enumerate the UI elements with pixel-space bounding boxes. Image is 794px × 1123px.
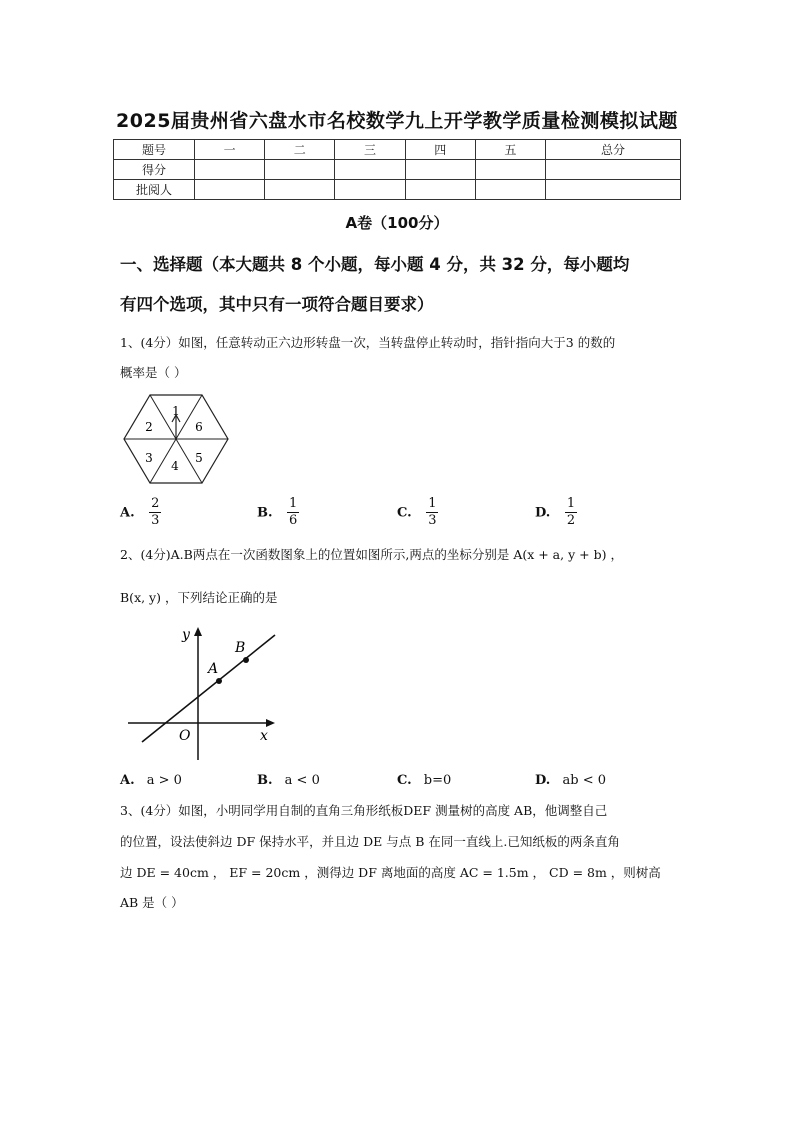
- option-letter: A.: [120, 773, 135, 788]
- sector-number: 5: [195, 451, 203, 465]
- point-a-label: A: [208, 661, 219, 677]
- y-axis-label: y: [182, 627, 190, 643]
- score-table-row: [114, 180, 681, 200]
- fraction-numerator: 1: [287, 496, 299, 513]
- q1-text-line1: 1、(4分）如图，任意转动正六边形转盘一次，当转盘停止转动时，指针指向大于3 的数的: [120, 335, 616, 350]
- volume-heading: A卷（100分）: [345, 214, 449, 232]
- q2-coord-b: B(x, y): [120, 590, 161, 605]
- score-table-empty-cell: [265, 160, 335, 180]
- option-letter: A.: [120, 505, 135, 521]
- section-heading-line2: 有四个选项，其中只有一项符合题目要求）: [120, 295, 434, 314]
- score-table-empty-cell: [475, 180, 545, 200]
- q2-option-d[interactable]: [535, 773, 606, 788]
- fraction-denominator: 6: [289, 513, 298, 529]
- sector-number: 1: [172, 404, 180, 418]
- option-text: ab < 0: [562, 773, 606, 788]
- function-line: [142, 635, 275, 742]
- point-a: [216, 678, 222, 684]
- score-table-row-label: 得分: [114, 160, 195, 180]
- q2-option-a[interactable]: [120, 773, 182, 788]
- score-table-cell: 三: [335, 140, 405, 160]
- fraction-denominator: 3: [151, 513, 160, 529]
- origin-label: O: [179, 728, 191, 744]
- score-table-cell: 四: [405, 140, 475, 160]
- section-heading-line1: 一、选择题（本大题共 8 个小题，每小题 4 分，共 32 分，每小题均: [120, 255, 630, 274]
- score-table-cell: 题号: [114, 140, 195, 160]
- option-letter: B.: [257, 505, 273, 521]
- score-table-row-label: 批阅人: [114, 180, 195, 200]
- q2-text: ，下列结论正确的是: [164, 590, 278, 605]
- score-table-empty-cell: [335, 180, 405, 200]
- sector-number: 6: [195, 420, 203, 434]
- score-table-cell: 五: [475, 140, 545, 160]
- point-b-label: B: [235, 640, 246, 656]
- q1-option-a[interactable]: [120, 496, 161, 530]
- fraction-numerator: 1: [426, 496, 438, 513]
- q2-coord-a: A(x + a, y + b): [513, 547, 607, 562]
- point-b: [243, 657, 249, 663]
- sector-number: 2: [145, 420, 153, 434]
- q3-text-line2: 的位置，设法使斜边 DF 保持水平，并且边 DE 与点 B 在同一直线上.已知纸板的两条直角: [120, 834, 620, 849]
- sector-number: 3: [145, 451, 153, 465]
- option-fraction: [149, 496, 161, 530]
- option-letter: C.: [397, 773, 412, 788]
- q1-option-b[interactable]: [257, 496, 299, 530]
- score-table-empty-cell: [546, 160, 681, 180]
- option-text: b=0: [423, 773, 452, 788]
- option-text: a < 0: [284, 773, 320, 788]
- sector-number: 4: [171, 459, 179, 473]
- score-table-cell: 一: [195, 140, 265, 160]
- page-title: 2025届贵州省六盘水市名校数学九上开学教学质量检测模拟试题: [116, 110, 678, 132]
- option-letter: C.: [397, 505, 412, 521]
- score-table-empty-cell: [335, 160, 405, 180]
- q2-option-b[interactable]: [257, 773, 320, 788]
- fraction-denominator: 3: [428, 513, 437, 529]
- option-letter: D.: [535, 773, 551, 788]
- option-letter: B.: [257, 773, 273, 788]
- q2-text-line2: [120, 592, 686, 605]
- option-fraction: [565, 496, 577, 530]
- fraction-numerator: 2: [149, 496, 161, 513]
- score-table: [113, 139, 681, 200]
- score-table-empty-cell: [405, 180, 475, 200]
- option-text: a > 0: [146, 773, 182, 788]
- option-fraction: [287, 496, 299, 530]
- linear-function-figure: [120, 622, 280, 764]
- score-table-empty-cell: [475, 160, 545, 180]
- q2-option-c[interactable]: [397, 773, 451, 788]
- q1-option-d[interactable]: [535, 496, 577, 530]
- fraction-denominator: 2: [566, 513, 576, 529]
- y-axis-arrow: [194, 627, 202, 636]
- score-table-row: [114, 160, 681, 180]
- q1-option-c[interactable]: [397, 496, 438, 530]
- x-axis-label: x: [260, 728, 268, 744]
- hexagon-spinner-figure: [118, 392, 234, 486]
- q3-text-line1: 3、(4分）如图，小明同学用自制的直角三角形纸板DEF 测量树的高度 AB，他调整自己: [120, 803, 608, 818]
- score-table-cell: 二: [265, 140, 335, 160]
- score-table-empty-cell: [546, 180, 681, 200]
- score-table-empty-cell: [265, 180, 335, 200]
- score-table-empty-cell: [405, 160, 475, 180]
- option-fraction: [426, 496, 438, 530]
- score-table-cell: 总分: [546, 140, 681, 160]
- fraction-numerator: 1: [565, 496, 577, 513]
- q3-text-line4: AB 是（ ）: [120, 895, 184, 910]
- q2-text-line1: [120, 549, 686, 562]
- option-letter: D.: [535, 505, 551, 521]
- q2-punctuation: ，: [610, 547, 623, 562]
- q2-text: 2、(4分)A.B两点在一次函数图象上的位置如图所示,两点的坐标分别是: [120, 547, 510, 562]
- score-table-empty-cell: [195, 160, 265, 180]
- x-axis-arrow: [266, 719, 275, 727]
- q1-text-line2: 概率是（ ）: [120, 365, 187, 380]
- score-table-empty-cell: [195, 180, 265, 200]
- score-table-header-row: [114, 140, 681, 160]
- q3-text-line3: 边 DE = 40cm ， EF = 20cm ，测得边 DF 离地面的高度 AC = 1.5m ， CD = 8m ，则树高: [120, 865, 661, 880]
